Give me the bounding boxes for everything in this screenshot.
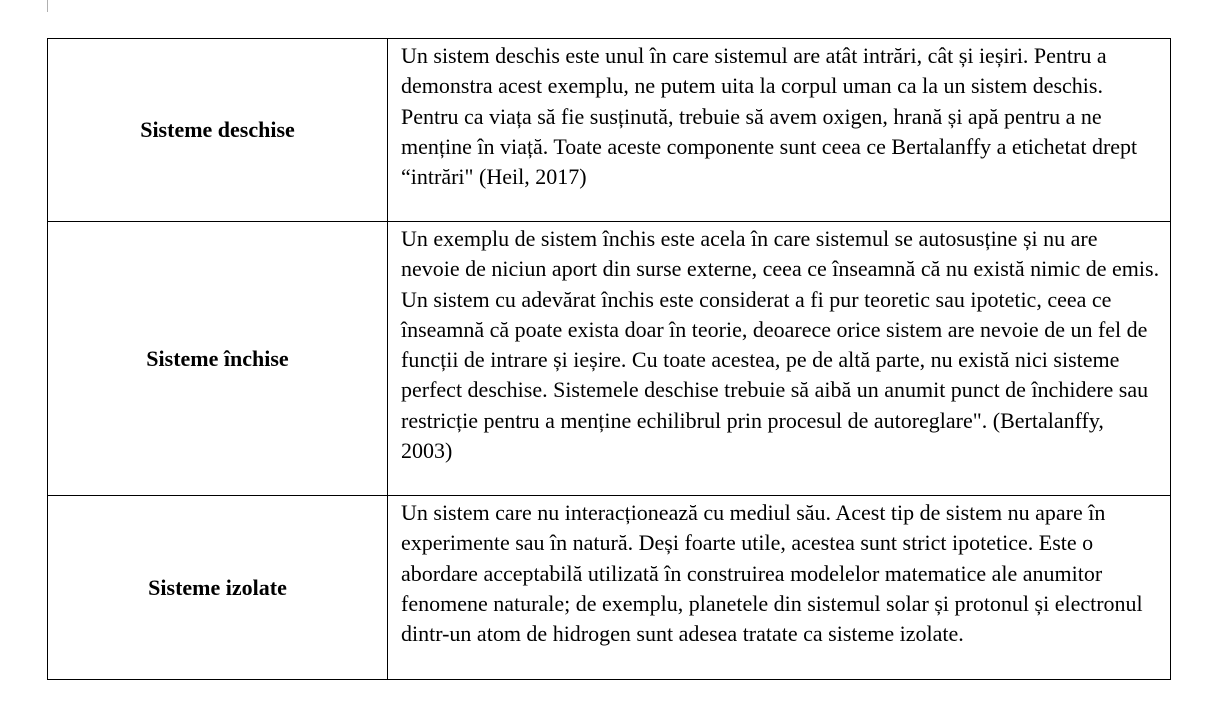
systems-table <box>47 38 1171 680</box>
row-label-open-systems: Sisteme deschise <box>48 39 388 222</box>
page-margin-marker <box>47 0 48 12</box>
row-label-isolated-systems: Sisteme izolate <box>48 496 388 680</box>
row-description-isolated-systems: Un sistem care nu interacționează cu mediul său. Acest tip de sistem nu apare în experimente sau în natură. Deși foarte utile, acestea sunt strict ipotetice. Este o abordare acceptabilă utilizată în construirea modelelor matematice ale anumitor fenomene naturale; de exemplu, planetele din sistemul solar și protonul și electronul dintr-un atom de hidrogen sunt adesea tratate ca sisteme izolate. <box>388 496 1171 680</box>
table-row <box>48 496 1171 680</box>
row-description-closed-systems: Un exemplu de sistem închis este acela în care sistemul se autosusține și nu are nevoie de niciun aport din surse externe, ceea ce înseamnă că nu există nimic de emis. Un sistem cu adevărat închis este considerat a fi pur teoretic sau ipotetic, ceea ce înseamnă că poate exista doar în teorie, deoarece orice sistem are nevoie de un fel de funcții de intrare și ieșire. Cu toate acestea, pe de altă parte, nu există nici sisteme perfect deschise. Sistemele deschise trebuie să aibă un anumit punct de închidere sau restricție pentru a menține echilibrul prin procesul de autoreglare". (Bertalanffy, 2003) <box>388 222 1171 496</box>
row-description-open-systems: Un sistem deschis este unul în care sistemul are atât intrări, cât și ieșiri. Pentru a demonstra acest exemplu, ne putem uita la corpul uman ca la un sistem deschis. Pentru ca viața să fie susținută, trebuie să avem oxigen, hrană și apă pentru a ne menține în viață. Toate aceste componente sunt ceea ce Bertalanffy a etichetat drept “intrări" (Heil, 2017) <box>388 39 1171 222</box>
row-label-closed-systems: Sisteme închise <box>48 222 388 496</box>
table-row <box>48 222 1171 496</box>
table-row <box>48 39 1171 222</box>
